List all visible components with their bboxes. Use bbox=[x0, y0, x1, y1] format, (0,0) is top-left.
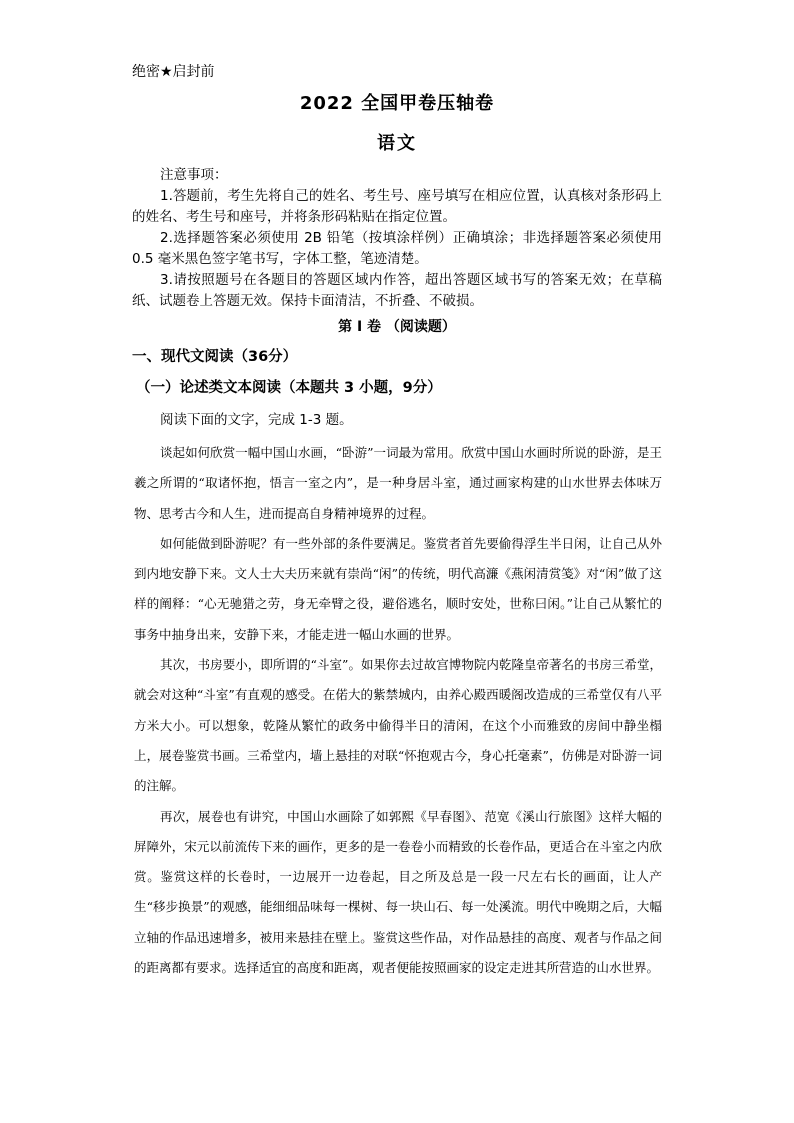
part-title: 第 I 卷 （阅读题） bbox=[338, 319, 456, 335]
section-heading: 一、现代文阅读（36分） bbox=[132, 349, 298, 365]
exam-title: 2022 全国甲卷压轴卷 bbox=[299, 93, 495, 114]
article-paragraph: 如何能做到卧游呢？有一些外部的条件要满足。鉴赏者首先要偷得浮生半日闲，让自己从外到内地安静下来。文人士大夫历来就有崇尚“闲”的传统，明代高濂《燕闲清赏笺》对“闲”做了这样的阐释：“心无驰猎之劳，身无牵臂之役，避俗逃名，顺时安处，世称曰闲。”让自己从繁忙的事务中抽身出来，安静下来，才能走进一幅山水画的世界。 bbox=[134, 535, 662, 642]
notice-item: 2.选择题答案必须使用 2B 铅笔（按填涂样例）正确填涂；非选择题答案必须使用 0.5 毫米黑色签字笔书写，字体工整，笔迹清楚。 bbox=[132, 230, 662, 267]
notice-item: 1.答题前，考生先将自己的姓名、考生号、座号填写在相应位置，认真核对条形码上的姓名、考生号和座号，并将条形码粘贴在指定位置。 bbox=[132, 188, 662, 225]
article-paragraph: 其次，书房要小，即所谓的“斗室”。如果你去过故宫博物院内乾隆皇帝著名的书房三希堂，就会对这种“斗室”有直观的感受。在偌大的紫禁城内，由养心殿西暖阁改造成的三希堂仅有八平方米大小。可以想象，乾隆从繁忙的政务中偷得半日的清闲，在这个小而雅致的房间中静坐榻上，展卷鉴赏书画。三希堂内，墙上悬挂的对联“怀抱观古今，身心托毫素”，仿佛是对卧游一词的注解。 bbox=[134, 657, 662, 794]
reading-instruction: 阅读下面的文字，完成 1-3 题。 bbox=[160, 412, 353, 428]
article-body bbox=[134, 438, 662, 983]
subsection-heading: （一）论述类文本阅读（本题共 3 小题，9分） bbox=[136, 380, 442, 396]
article-paragraph: 再次，展卷也有讲究，中国山水画除了如郭熙《早春图》、范宽《溪山行旅图》这样大幅的屏障外，宋元以前流传下来的画作，更多的是一卷卷小而精致的长卷作品，更适合在斗室之内欣赏。鉴赏这样的长卷时，一边展开一边卷起，目之所及总是一段一尺左右长的画面，让人产生“移步换景”的观感，能细细品味每一棵树、每一块山石、每一处溪流。明代中晚期之后，大幅立轴的作品迅速增多，被用来悬挂在壁上。鉴赏这些作品，对作品悬挂的高度、观者与作品之间的距离都有要求。选择适宜的高度和距离，观者便能按照画家的设定走进其所营造的山水世界。 bbox=[134, 808, 662, 976]
article-paragraph: 谈起如何欣赏一幅中国山水画，“卧游”一词最为常用。欣赏中国山水画时所说的卧游，是王羲之所谓的“取诸怀抱，悟言一室之内”，是一种身居斗室，通过画家构建的山水世界去体味万物、思考古今和人生，进而提高自身精神境界的过程。 bbox=[134, 445, 662, 521]
confidential-label: 绝密★启封前 bbox=[132, 64, 215, 80]
notice-title: 注意事项： bbox=[160, 167, 228, 183]
notice-block bbox=[132, 165, 662, 312]
subject-title: 语文 bbox=[377, 133, 417, 154]
notice-item: 3.请按照题号在各题目的答题区域内作答，超出答题区域书写的答案无效；在草稿纸、试题卷上答题无效。保持卡面清洁，不折叠、不破损。 bbox=[132, 272, 662, 309]
